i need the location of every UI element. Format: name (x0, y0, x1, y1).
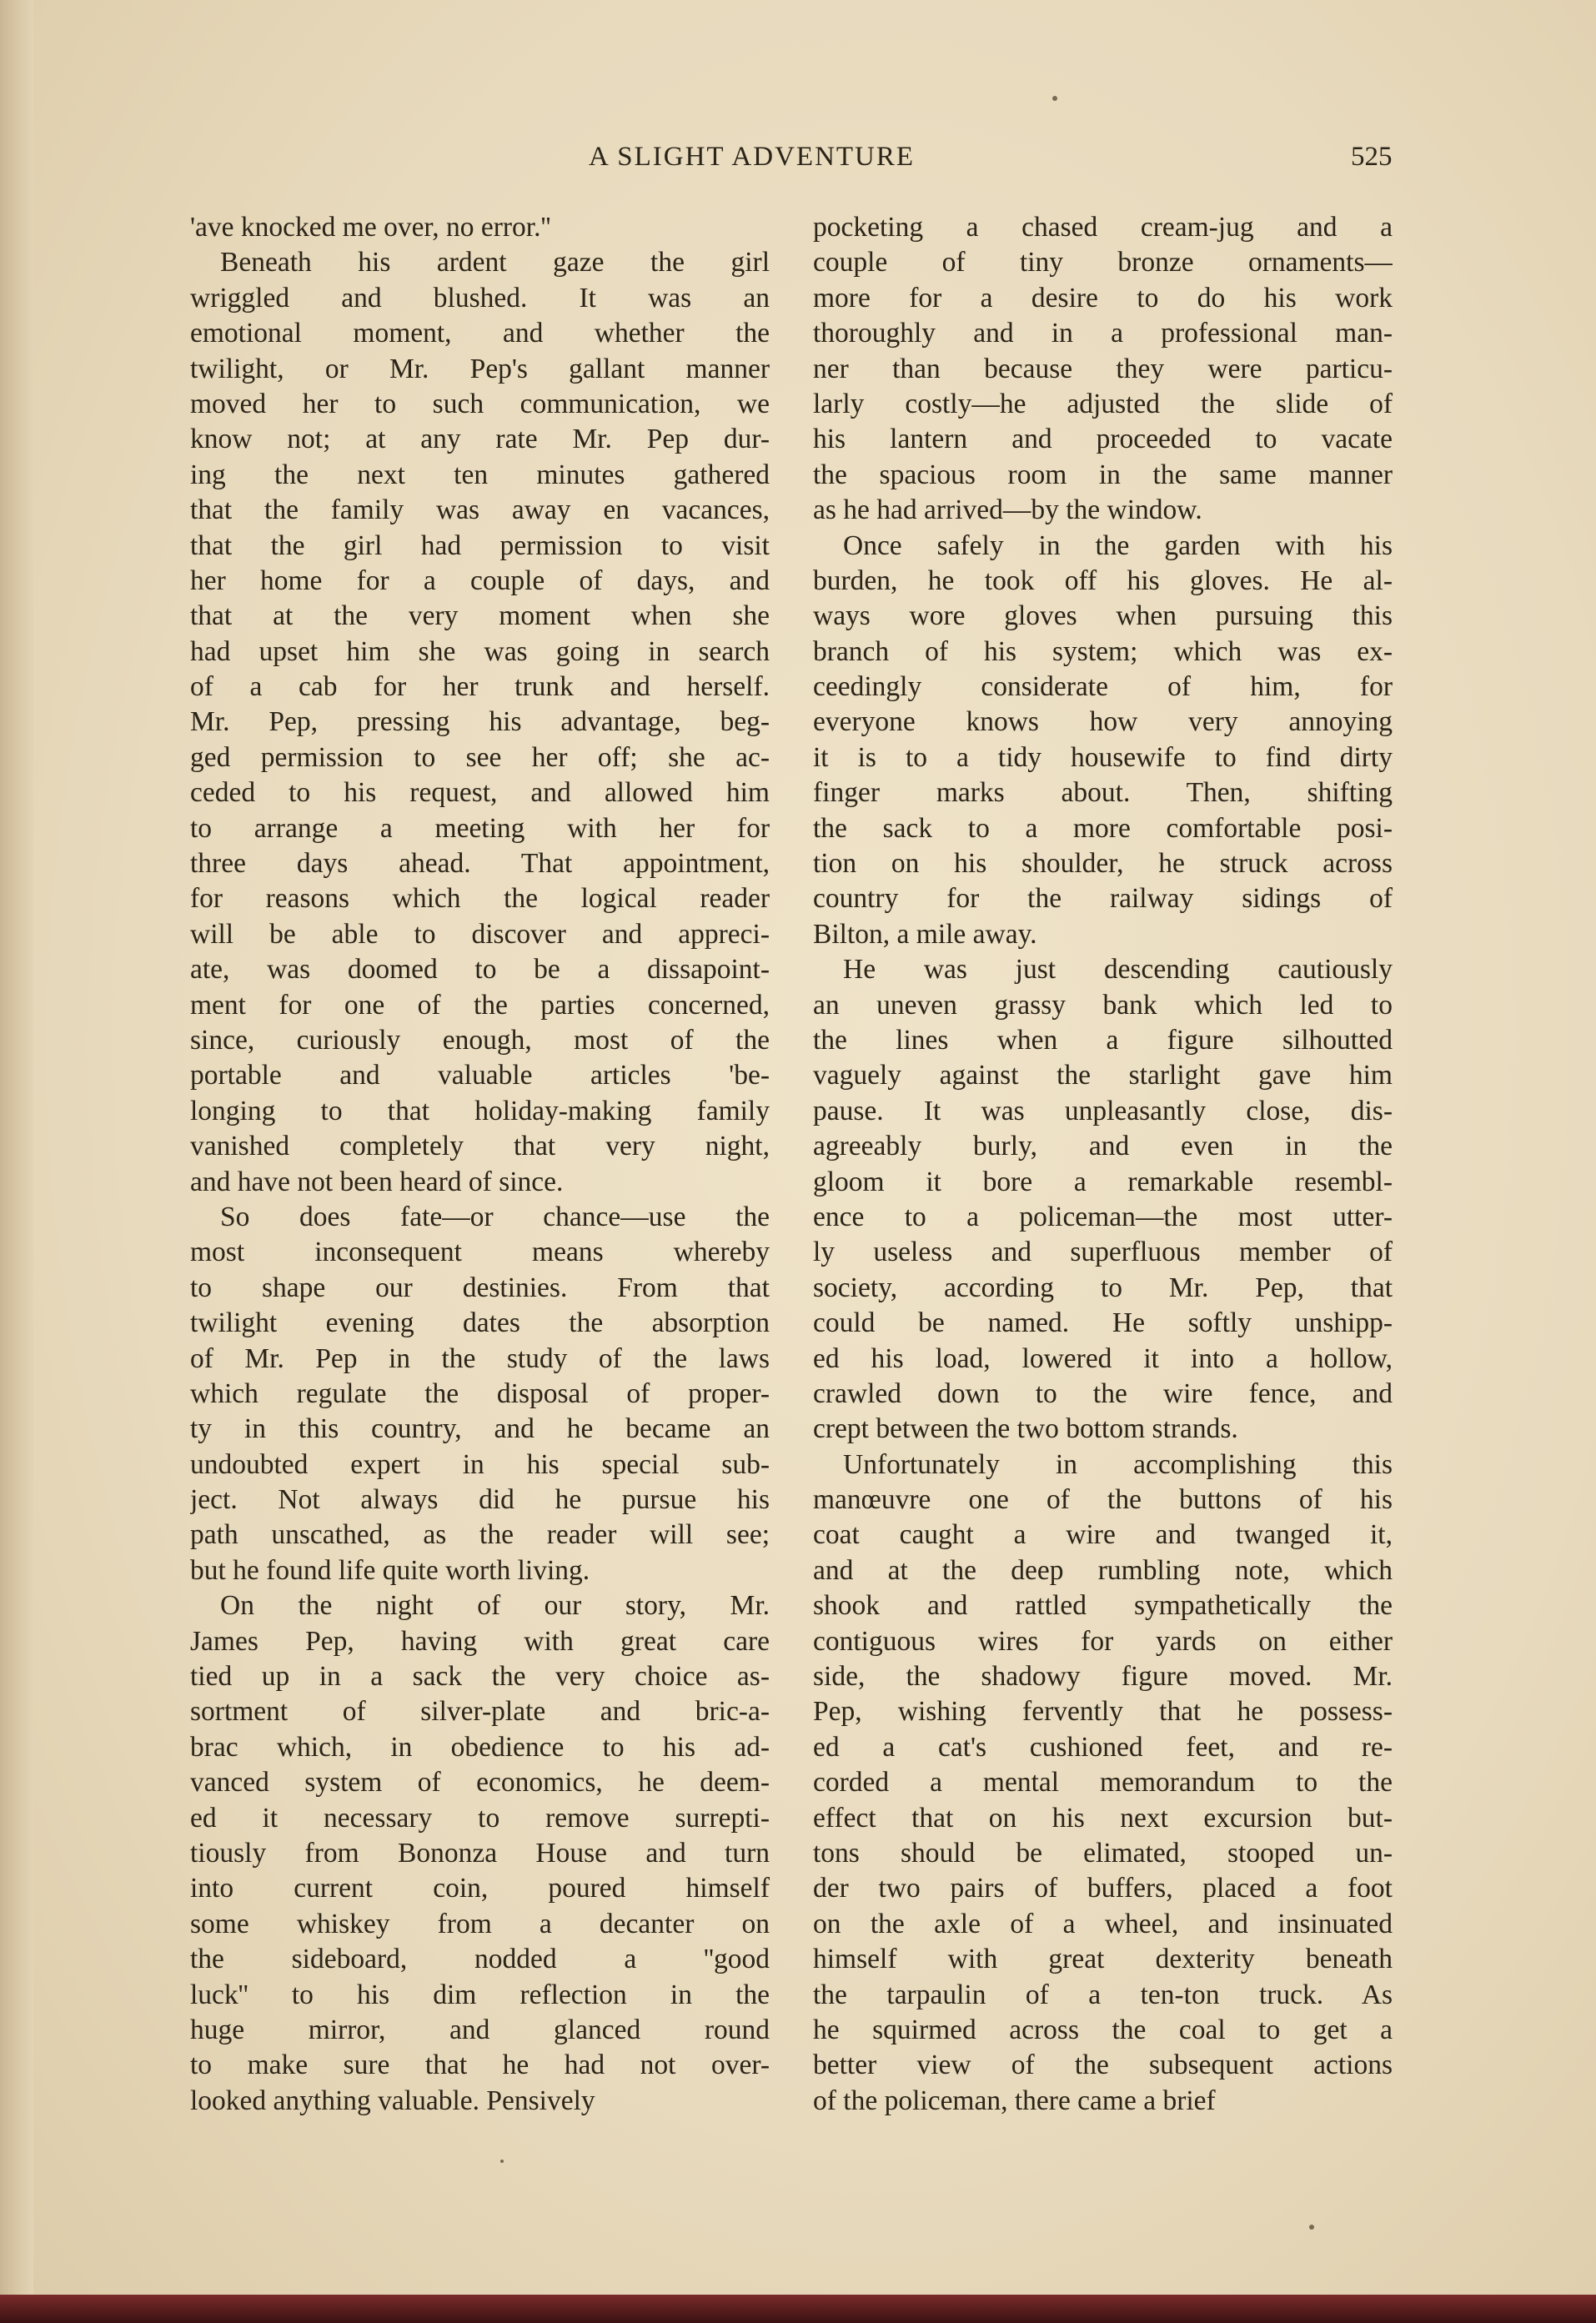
text-line: it is to a tidy housewife to find dirty (813, 741, 1393, 773)
text-line: ed a cat's cushioned feet, and re- (813, 1731, 1393, 1763)
text-line: ner than because they were particu- (813, 353, 1393, 384)
text-line: ed his load, lowered it into a hollow, (813, 1342, 1393, 1374)
text-line: contiguous wires for yards on either (813, 1625, 1393, 1657)
text-line: luck'' to his dim reflection in the (190, 1979, 770, 2010)
text-line: James Pep, having with great care (190, 1625, 770, 1657)
text-line: tion on his shoulder, he struck across (813, 848, 1393, 880)
text-line: ence to a policeman—the most utter- (813, 1201, 1393, 1232)
text-line: ceded to his request, and allowed him (190, 777, 770, 809)
text-line: some whiskey from a decanter on (190, 1908, 770, 1939)
text-line: Unfortunately in accomplishing this (843, 1448, 1393, 1480)
text-line: path unscathed, as the reader will see; (190, 1519, 770, 1551)
text-line: himself with great dexterity beneath (813, 1944, 1393, 1975)
text-line: Mr. Pep, pressing his advantage, beg- (190, 706, 770, 738)
text-line: tiously from Bononza House and turn (190, 1837, 770, 1869)
text-line: on the axle of a wheel, and insinuated (813, 1908, 1393, 1939)
text-line: thoroughly and in a professional man- (813, 318, 1393, 349)
text-line: tied up in a sack the very choice as- (190, 1661, 770, 1693)
text-line: that the family was away en vacances, (190, 494, 770, 526)
text-line: which regulate the disposal of proper- (190, 1377, 770, 1409)
text-line: vaguely against the starlight gave him (813, 1060, 1393, 1091)
text-line: Once safely in the garden with his (843, 529, 1393, 561)
text-line: shook and rattled sympathetically the (813, 1590, 1393, 1622)
text-line: her home for a couple of days, and (190, 564, 770, 596)
text-line: looked anything valuable. Pensively (190, 2085, 595, 2116)
text-line: couple of tiny bronze ornaments— (813, 247, 1393, 278)
page-bottom-edge (0, 2295, 1596, 2323)
text-line: sortment of silver-plate and bric-a- (190, 1696, 770, 1728)
text-line: ly useless and superfluous member of (813, 1237, 1393, 1268)
text-line: three days ahead. That appointment, (190, 848, 770, 880)
left-text-column (190, 210, 770, 2119)
text-line: corded a mental memorandum to the (813, 1767, 1393, 1799)
text-line: the sack to a more comfortable posi- (813, 812, 1393, 844)
text-line: twilight evening dates the absorption (190, 1307, 770, 1339)
text-line: but he found life quite worth living. (190, 1554, 590, 1586)
running-title: A SLIGHT ADVENTURE (589, 142, 916, 172)
text-line: burden, he took off his gloves. He al- (813, 564, 1393, 596)
text-line: ty in this country, and he became an (190, 1413, 770, 1445)
text-line: the tarpaulin of a ten-ton truck. As (813, 1979, 1393, 2010)
text-line: since, curiously enough, most of the (190, 1024, 770, 1056)
text-line: the lines when a figure silhoutted (813, 1024, 1393, 1056)
text-line: emotional moment, and whether the (190, 318, 770, 349)
text-line: On the night of our story, Mr. (220, 1590, 770, 1622)
text-line: know not; at any rate Mr. Pep dur- (190, 424, 770, 455)
text-line: more for a desire to do his work (813, 282, 1393, 314)
text-line: crawled down to the wire fence, and (813, 1377, 1393, 1409)
text-line: he squirmed across the coal to get a (813, 2014, 1393, 2045)
text-line: ment for one of the parties concerned, (190, 989, 770, 1021)
text-line: for reasons which the logical reader (190, 883, 770, 915)
text-line: brac which, in obedience to his ad- (190, 1731, 770, 1763)
text-line: gloom it bore a remarkable resembl- (813, 1166, 1393, 1197)
text-line: ing the next ten minutes gathered (190, 459, 770, 490)
page-header (0, 142, 1596, 183)
ink-speck (500, 2160, 504, 2163)
text-line: that the girl had permission to visit (190, 529, 770, 561)
text-line: twilight, or Mr. Pep's gallant manner (190, 353, 770, 384)
text-line: will be able to discover and appreci- (190, 918, 770, 950)
text-line: tons should be elimated, stooped un- (813, 1837, 1393, 1869)
text-line: crept between the two bottom strands. (813, 1413, 1238, 1445)
text-line: portable and valuable articles 'be- (190, 1060, 770, 1091)
text-line: He was just descending cautiously (843, 954, 1393, 986)
ink-speck (1052, 96, 1057, 101)
text-line: undoubted expert in his special sub- (190, 1448, 770, 1480)
text-line: agreeably burly, and even in the (813, 1131, 1393, 1162)
text-line: most inconsequent means whereby (190, 1237, 770, 1268)
right-text-column (813, 210, 1393, 2119)
text-line: to make sure that he had not over- (190, 2050, 770, 2081)
text-line: Beneath his ardent gaze the girl (220, 247, 770, 278)
text-line: 'ave knocked me over, no error.'' (190, 212, 551, 243)
text-line: longing to that holiday-making family (190, 1095, 770, 1126)
text-line: Bilton, a mile away. (813, 918, 1037, 950)
text-line: ed it necessary to remove surrepti- (190, 1802, 770, 1834)
text-line: vanced system of economics, he deem- (190, 1767, 770, 1799)
text-line: ate, was doomed to be a dissapoint- (190, 954, 770, 986)
text-line: everyone knows how very annoying (813, 706, 1393, 738)
text-line: vanished completely that very night, (190, 1131, 770, 1162)
text-line: better view of the subsequent actions (813, 2050, 1393, 2081)
text-line: had upset him she was going in search (190, 635, 770, 667)
text-line: Pep, wishing fervently that he possess- (813, 1696, 1393, 1728)
text-line: country for the railway sidings of (813, 883, 1393, 915)
text-line: branch of his system; which was ex- (813, 635, 1393, 667)
text-line: his lantern and proceeded to vacate (813, 424, 1393, 455)
text-line: into current coin, poured himself (190, 1873, 770, 1904)
text-line: moved her to such communication, we (190, 388, 770, 419)
text-line: coat caught a wire and twanged it, (813, 1519, 1393, 1551)
text-line: of Mr. Pep in the study of the laws (190, 1342, 770, 1374)
text-line: ceedingly considerate of him, for (813, 671, 1393, 703)
text-line: ged permission to see her off; she ac- (190, 741, 770, 773)
ink-speck (1309, 2225, 1314, 2230)
text-line: of the policeman, there came a brief (813, 2085, 1216, 2116)
text-line: could be named. He softly unshipp- (813, 1307, 1393, 1339)
text-line: society, according to Mr. Pep, that (813, 1272, 1393, 1303)
text-line: the sideboard, nodded a ''good (190, 1944, 770, 1975)
text-line: and have not been heard of since. (190, 1166, 564, 1197)
text-line: ways wore gloves when pursuing this (813, 600, 1393, 632)
text-line: wriggled and blushed. It was an (190, 282, 770, 314)
text-line: and at the deep rumbling note, which (813, 1554, 1393, 1586)
text-line: huge mirror, and glanced round (190, 2014, 770, 2045)
text-line: der two pairs of buffers, placed a foot (813, 1873, 1393, 1904)
text-line: pocketing a chased cream-jug and a (813, 212, 1393, 243)
text-line: the spacious room in the same manner (813, 459, 1393, 490)
text-line: as he had arrived—by the window. (813, 494, 1202, 526)
text-line: that at the very moment when she (190, 600, 770, 632)
text-line: of a cab for her trunk and herself. (190, 671, 770, 703)
text-line: side, the shadowy figure moved. Mr. (813, 1661, 1393, 1693)
text-line: ject. Not always did he pursue his (190, 1484, 770, 1516)
text-line: to arrange a meeting with her for (190, 812, 770, 844)
text-line: an uneven grassy bank which led to (813, 989, 1393, 1021)
text-line: manœuvre one of the buttons of his (813, 1484, 1393, 1516)
text-line: pause. It was unpleasantly close, dis- (813, 1095, 1393, 1126)
text-line: to shape our destinies. From that (190, 1272, 770, 1303)
page-number: 525 (1351, 142, 1393, 172)
page-binding-edge (0, 0, 33, 2323)
text-line: So does fate—or chance—use the (220, 1201, 770, 1232)
text-line: finger marks about. Then, shifting (813, 777, 1393, 809)
text-line: effect that on his next excursion but- (813, 1802, 1393, 1834)
text-line: larly costly—he adjusted the slide of (813, 388, 1393, 419)
